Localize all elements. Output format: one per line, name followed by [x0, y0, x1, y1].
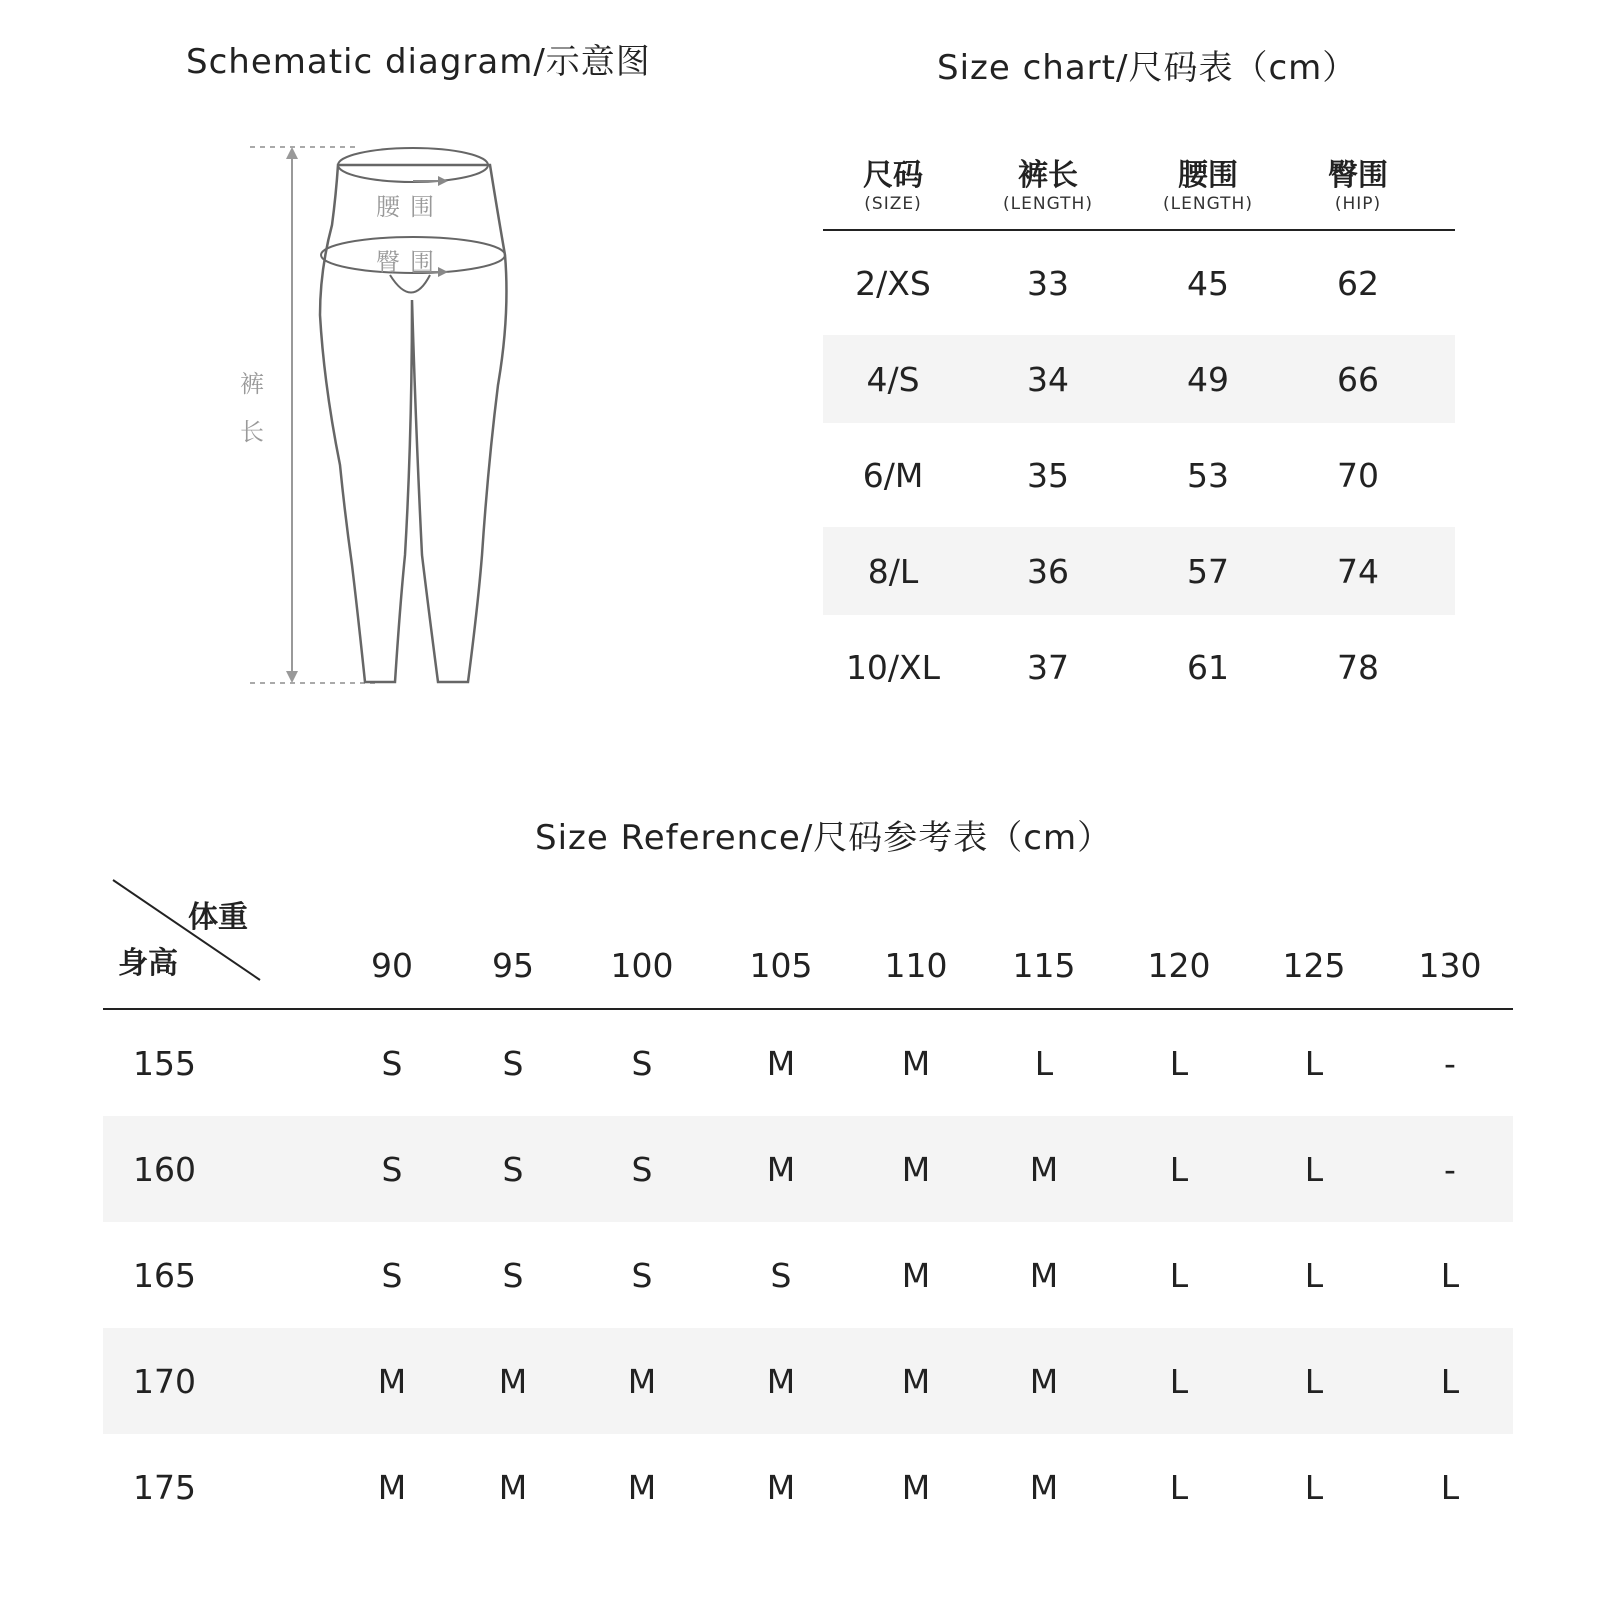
size-cell: M [901, 1043, 931, 1083]
size-cell: M [1029, 1255, 1059, 1295]
table-row [823, 335, 1455, 423]
size-cell: M [901, 1361, 931, 1401]
size-cell: - [1444, 1149, 1456, 1189]
size-cell: M [901, 1255, 931, 1295]
reference-header [103, 870, 1513, 1010]
size-cell: S [631, 1255, 653, 1295]
size-cell: M [498, 1467, 528, 1507]
size-cell: L [1034, 1043, 1054, 1083]
weight-col: 95 [492, 945, 534, 985]
size-cell: M [1029, 1467, 1059, 1507]
hip-cell: 66 [1337, 359, 1379, 399]
table-row [823, 239, 1455, 327]
length-label [237, 360, 267, 456]
schematic-title: Schematic diagram/示意图 [186, 42, 651, 82]
waist-cell: 45 [1187, 263, 1229, 303]
size-cell: M [901, 1149, 931, 1189]
size-cell: L [1304, 1043, 1324, 1083]
size-cell: S [502, 1255, 524, 1295]
size-cell: 4/S [866, 359, 920, 399]
size-cell: L [1169, 1255, 1189, 1295]
size-cell: L [1440, 1467, 1460, 1507]
length-label-char-2: 长 [240, 418, 264, 446]
weight-col: 125 [1282, 945, 1346, 985]
waist-cell: 61 [1187, 647, 1229, 687]
leggings-diagram [220, 135, 540, 695]
length-cell: 35 [1027, 455, 1069, 495]
size-reference-title: Size Reference/尺码参考表（cm） [535, 818, 1113, 858]
size-cell: S [631, 1043, 653, 1083]
size-cell: S [502, 1043, 524, 1083]
size-cell: M [627, 1467, 657, 1507]
size-cell: M [1029, 1149, 1059, 1189]
size-cell: M [1029, 1361, 1059, 1401]
size-cell: M [766, 1361, 796, 1401]
size-cell: S [770, 1255, 792, 1295]
weight-col: 90 [371, 945, 413, 985]
size-cell: S [631, 1149, 653, 1189]
height-cell: 175 [133, 1467, 196, 1507]
table-row [823, 431, 1455, 519]
height-cell: 155 [133, 1043, 196, 1083]
height-cell: 170 [133, 1361, 196, 1401]
weight-col: 130 [1418, 945, 1482, 985]
size-chart-title: Size chart/尺码表（cm） [937, 48, 1358, 88]
size-cell: L [1304, 1255, 1324, 1295]
height-cell: 160 [133, 1149, 196, 1189]
header-waist: 腰围 (LENGTH) [1163, 158, 1253, 214]
waist-cell: 53 [1187, 455, 1229, 495]
waist-cell: 49 [1187, 359, 1229, 399]
size-cell: S [381, 1043, 403, 1083]
size-cell: M [766, 1043, 796, 1083]
size-cell: L [1169, 1467, 1189, 1507]
size-cell: L [1440, 1255, 1460, 1295]
header-size: 尺码 (SIZE) [863, 158, 923, 214]
hip-cell: 74 [1337, 551, 1379, 591]
size-cell: M [627, 1361, 657, 1401]
size-cell: - [1444, 1043, 1456, 1083]
header-length: 裤长 (LENGTH) [1003, 158, 1093, 214]
height-header: 身高 [118, 946, 178, 981]
size-cell: M [498, 1361, 528, 1401]
size-cell: L [1440, 1361, 1460, 1401]
size-cell: M [766, 1149, 796, 1189]
size-cell: S [381, 1149, 403, 1189]
hip-cell: 70 [1337, 455, 1379, 495]
waist-label: 腰围 [376, 193, 444, 221]
size-cell: L [1304, 1467, 1324, 1507]
weight-col: 100 [610, 945, 674, 985]
table-row [823, 623, 1455, 711]
size-cell: M [377, 1467, 407, 1507]
size-cell: 2/XS [855, 263, 931, 303]
length-cell: 33 [1027, 263, 1069, 303]
hip-label: 臀围 [376, 248, 444, 276]
size-cell: 10/XL [845, 647, 941, 687]
size-chart-table [823, 145, 1455, 711]
length-cell: 34 [1027, 359, 1069, 399]
size-cell: L [1169, 1149, 1189, 1189]
hip-cell: 78 [1337, 647, 1379, 687]
header-hip: 臀围 (HIP) [1328, 158, 1388, 214]
weight-col: 115 [1012, 945, 1076, 985]
table-row [103, 1010, 1513, 1116]
table-row [103, 1328, 1513, 1434]
size-cell: L [1169, 1361, 1189, 1401]
length-cell: 37 [1027, 647, 1069, 687]
height-cell: 165 [133, 1255, 196, 1295]
size-cell: 6/M [862, 455, 924, 495]
table-row [103, 1222, 1513, 1328]
waist-cell: 57 [1187, 551, 1229, 591]
table-row [103, 1434, 1513, 1540]
size-cell: L [1304, 1361, 1324, 1401]
size-cell: L [1304, 1149, 1324, 1189]
length-label-char-1: 裤 [240, 370, 264, 398]
size-cell: M [377, 1361, 407, 1401]
size-cell: S [502, 1149, 524, 1189]
size-cell: 8/L [867, 551, 919, 591]
size-cell: M [901, 1467, 931, 1507]
length-cell: 36 [1027, 551, 1069, 591]
table-row [103, 1116, 1513, 1222]
weight-col: 110 [884, 945, 948, 985]
size-cell: M [766, 1467, 796, 1507]
size-cell: S [381, 1255, 403, 1295]
weight-header: 体重 [188, 900, 248, 935]
weight-col: 105 [749, 945, 813, 985]
size-chart-header [823, 145, 1455, 231]
table-row [823, 527, 1455, 615]
size-cell: L [1169, 1043, 1189, 1083]
hip-cell: 62 [1337, 263, 1379, 303]
size-reference-table [103, 870, 1513, 1540]
weight-col: 120 [1147, 945, 1211, 985]
weight-columns [103, 940, 1513, 990]
